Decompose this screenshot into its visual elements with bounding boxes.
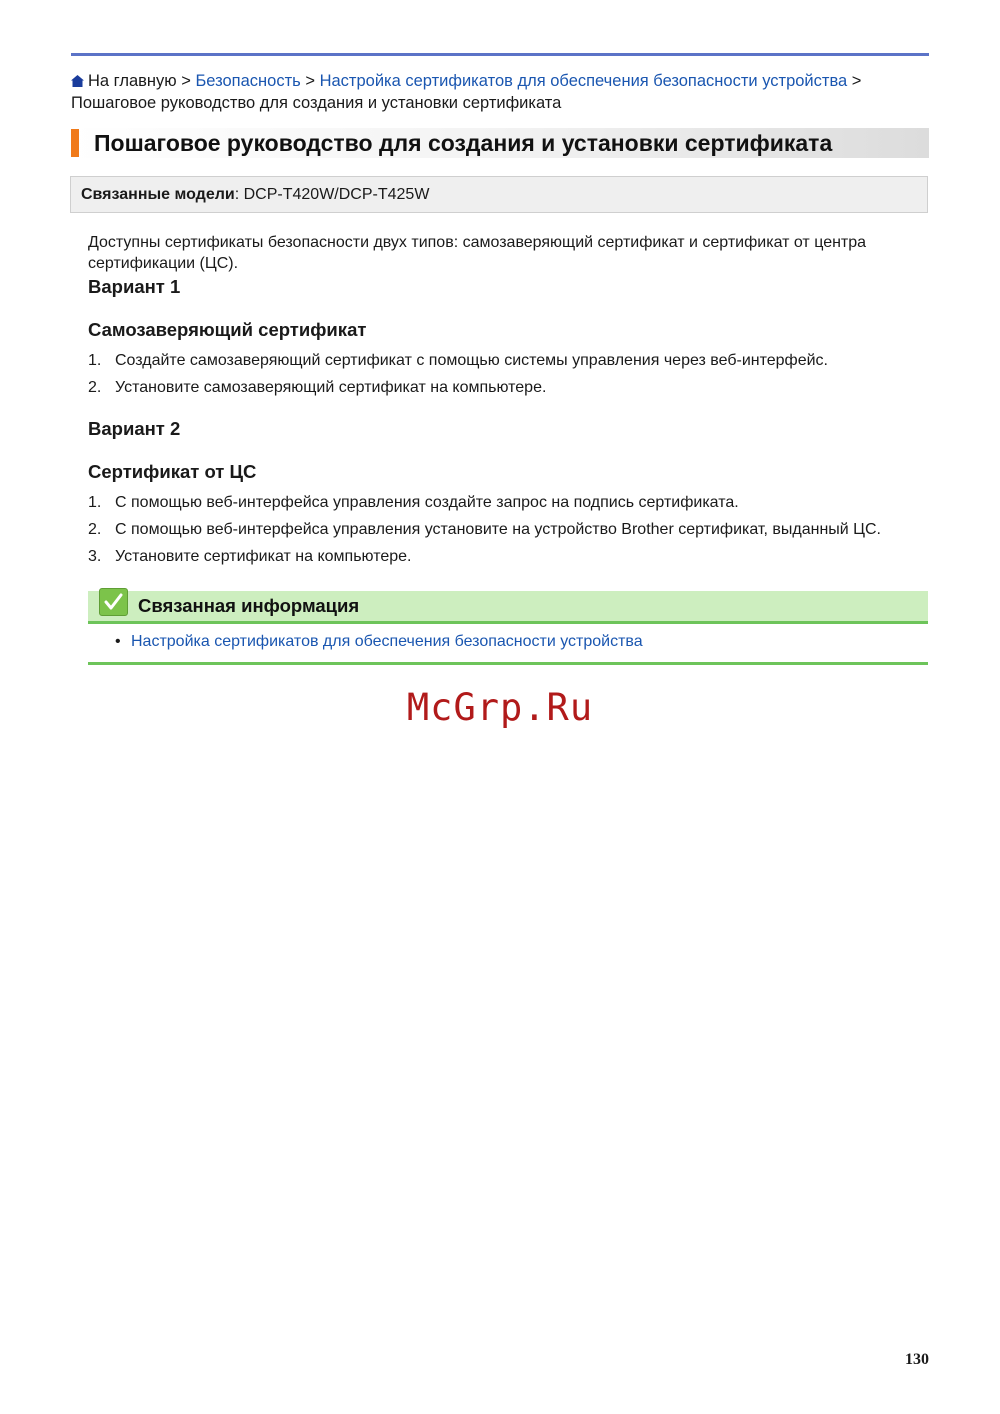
intro-text: Доступны сертификаты безопасности двух типов: самозаверяющий сертификат и сертификат от центра сертификации (ЦС). <box>88 234 867 272</box>
breadcrumb <box>71 70 929 114</box>
breadcrumb-separator: > <box>181 72 191 90</box>
step-number: 1. <box>88 494 102 511</box>
variant1-heading: Вариант 1 <box>88 276 181 297</box>
page-number: 130 <box>905 1351 929 1368</box>
models-label: Связанные модели <box>81 186 235 203</box>
watermark: McGrp.Ru <box>406 686 594 729</box>
breadcrumb-separator: > <box>851 72 862 90</box>
related-bottom-rule <box>88 662 928 665</box>
step-text: С помощью веб-интерфейса управления создайте запрос на подпись сертификата. <box>115 494 739 511</box>
step-number: 3. <box>88 548 102 565</box>
step-number: 2. <box>88 521 102 538</box>
related-info-bar <box>88 591 928 624</box>
list-item <box>88 543 928 570</box>
models-value: : DCP-T420W/DCP-T425W <box>234 186 430 203</box>
list-item <box>88 347 928 374</box>
step-number: 1. <box>88 352 102 369</box>
checkmark-icon <box>99 588 128 616</box>
variant2-subheading: Сертификат от ЦС <box>88 461 257 482</box>
related-link-cert-setup[interactable]: Настройка сертификатов для обеспечения безопасности устройства <box>131 633 643 650</box>
list-item <box>88 631 928 653</box>
breadcrumb-separator: > <box>305 72 315 90</box>
step-text: Установите самозаверяющий сертификат на компьютере. <box>115 379 547 396</box>
home-icon <box>71 75 84 87</box>
top-rule <box>71 53 929 56</box>
related-links <box>88 631 928 653</box>
list-item <box>88 516 928 543</box>
step-text: Установите сертификат на компьютере. <box>115 548 412 565</box>
bullet: • <box>115 633 121 650</box>
main-content <box>88 232 928 570</box>
breadcrumb-link-security[interactable]: Безопасность <box>195 72 301 90</box>
related-info-section <box>88 591 928 665</box>
variant1-subheading: Самозаверяющий сертификат <box>88 319 367 340</box>
breadcrumb-current: Пошаговое руководство для создания и установки сертификата <box>71 94 562 112</box>
step-text: Создайте самозаверяющий сертификат с помощью системы управления через веб-интерфейс. <box>115 352 828 369</box>
page-title: Пошаговое руководство для создания и установки сертификата <box>94 130 833 156</box>
list-item <box>88 374 928 401</box>
step-text: С помощью веб-интерфейса управления установите на устройство Brother сертификат, выданный ЦС. <box>115 521 881 538</box>
variant2-heading: Вариант 2 <box>88 418 181 439</box>
title-bar <box>71 128 929 158</box>
list-item <box>88 489 928 516</box>
title-accent <box>71 129 79 157</box>
variant1-steps <box>88 347 928 401</box>
related-models-box <box>70 176 928 213</box>
variant2-steps <box>88 489 928 570</box>
breadcrumb-home[interactable]: На главную <box>88 72 177 90</box>
related-info-heading: Связанная информация <box>138 595 360 616</box>
breadcrumb-link-cert-setup[interactable]: Настройка сертификатов для обеспечения безопасности устройства <box>319 72 848 90</box>
step-number: 2. <box>88 379 102 396</box>
